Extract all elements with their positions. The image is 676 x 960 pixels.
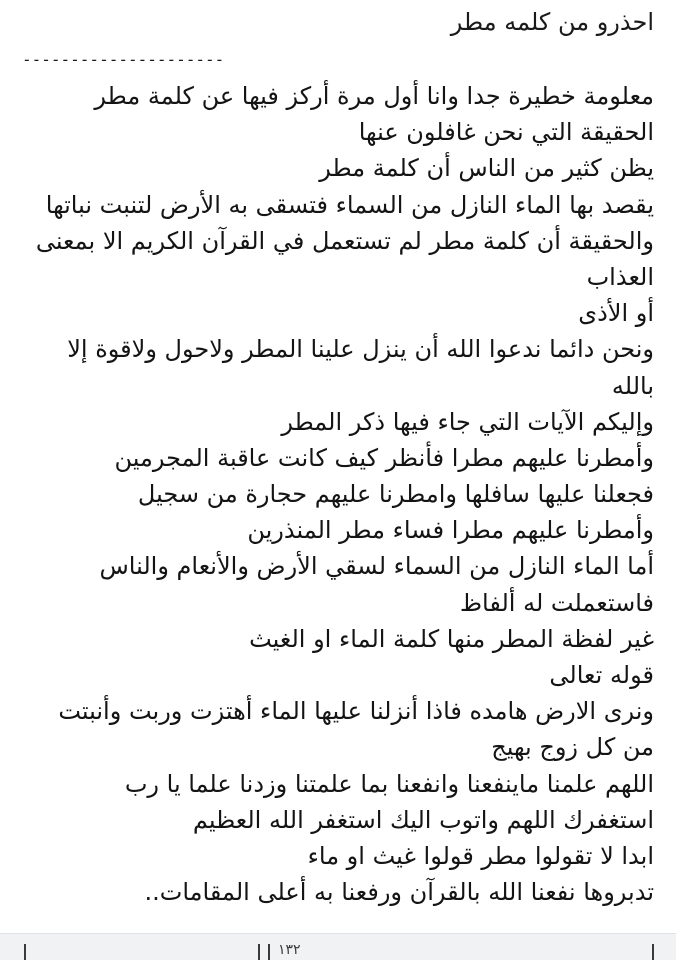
post-body	[14, 78, 654, 910]
post-title: احذرو من كلمه مطر	[450, 8, 654, 36]
text-line: الحقيقة التي نحن غافلون عنها	[358, 118, 654, 147]
text-line: أو الأذى	[578, 299, 654, 328]
text-line: بالله	[611, 371, 654, 400]
text-line: العذاب	[586, 262, 654, 291]
text-line: وأمطرنا عليهم مطرا فساء مطر المنذرين	[247, 516, 654, 545]
text-line: وإليكم الآيات التي جاء فيها ذكر المطر	[281, 407, 654, 436]
cropped-glyph-mark	[652, 944, 654, 960]
text-line: فاستعملت له ألفاظ	[459, 588, 654, 617]
text-line: والحقيقة أن كلمة مطر لم تستعمل في القرآن الكريم الا بمعنى	[35, 226, 654, 255]
bottom-cropped-strip	[0, 933, 676, 960]
text-line: تدبروها نفعنا الله بالقرآن ورفعنا به أعلى المقامات..	[144, 878, 654, 907]
cropped-glyph-mark	[24, 944, 26, 960]
text-line: يقصد بها الماء النازل من السماء فتسقى به الأرض لتنبت نباتها	[45, 190, 654, 219]
text-line: فجعلنا عليها سافلها وامطرنا عليهم حجارة من سجيل	[137, 480, 654, 509]
text-line: ابدا لا تقولوا مطر قولوا غيث او ماء	[307, 841, 654, 870]
text-line: غير لفظة المطر منها كلمة الماء او الغيث	[249, 624, 654, 653]
text-line: أما الماء النازل من السماء لسقي الأرض والأنعام والناس	[99, 552, 654, 581]
text-line: من كل زوج بهيج	[491, 733, 654, 762]
text-line: قوله تعالى	[549, 661, 654, 689]
text-line: معلومة خطيرة جدا وانا أول مرة أركز فيها عن كلمة مطر	[94, 82, 654, 110]
text-line: وأمطرنا عليهم مطرا فأنظر كيف كانت عاقبة المجرمين	[114, 443, 654, 472]
separator-line: ---------------------	[22, 50, 225, 69]
text-line: ونرى الارض هامده فاذا أنزلنا عليها الماء أهتزت وربت وأنبتت	[58, 697, 654, 726]
cropped-glyph-mark	[258, 944, 260, 960]
text-line: استغفرك اللهم واتوب اليك استغفر الله العظيم	[192, 805, 654, 834]
page-number-fragment: ١٣٢	[278, 942, 301, 958]
text-line: يظن كثير من الناس أن كلمة مطر	[319, 154, 654, 183]
cropped-glyph-mark	[268, 944, 270, 960]
text-line: اللهم علمنا ماينفعنا وانفعنا بما علمتنا وزدنا علما يا رب	[124, 769, 654, 798]
text-line: ونحن دائما ندعوا الله أن ينزل علينا المطر ولاحول ولاقوة إلا	[67, 335, 654, 364]
